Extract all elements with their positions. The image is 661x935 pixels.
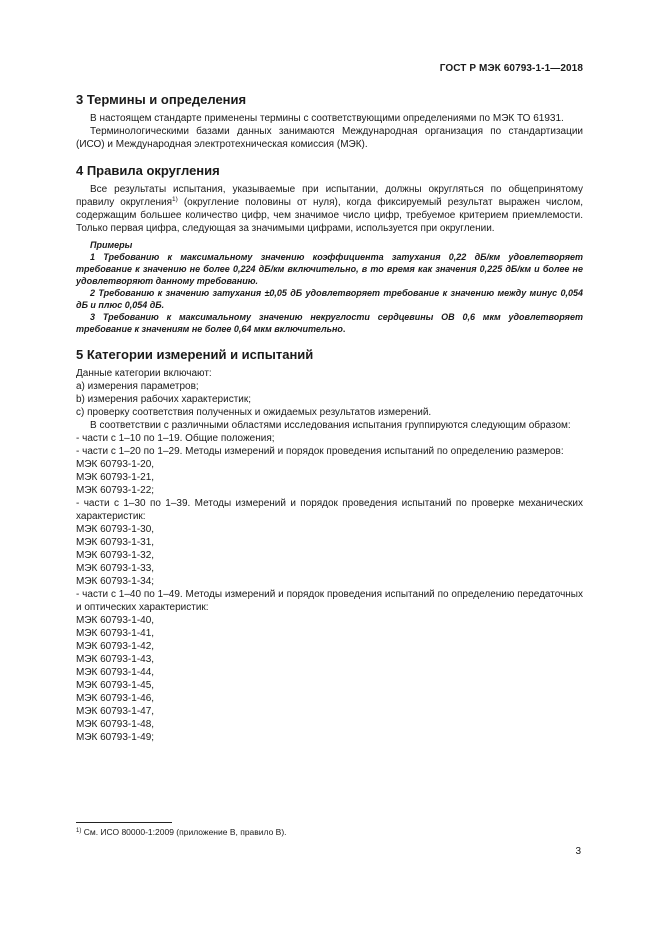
example-end: . (342, 324, 346, 334)
example-item (76, 311, 583, 335)
grouping-paragraph: В соответствии с различными областями исследования испытания группируются следующим образом: (90, 420, 571, 431)
standard-ref: МЭК 60793-1-44, (76, 667, 155, 678)
footnote-text: См. ИСО 80000-1:2009 (приложение В, правило В). (83, 827, 287, 837)
standard-ref: МЭК 60793-1-49; (76, 732, 155, 743)
category-item: b) измерения рабочих характеристик; (76, 394, 252, 405)
standard-ref: МЭК 60793-1-41, (76, 628, 155, 639)
standard-ref: МЭК 60793-1-40, (76, 615, 155, 626)
section-5-intro: Данные категории включают: (76, 368, 212, 379)
standard-ref: МЭК 60793-1-43, (76, 654, 155, 665)
part-range: - части с 1–40 по 1–49. Методы измерений и порядок проведения испытаний по определению передаточных и оптических характеристик: (76, 589, 583, 613)
section-4-paragraph (76, 183, 583, 235)
page-number: 3 (575, 846, 581, 857)
part-range: - части с 1–30 по 1–39. Методы измерений и порядок проведения испытаний по проверке механических характеристик: (76, 498, 583, 522)
section-3-paragraph: В настоящем стандарте применены термины с соответствующими определениями по МЭК ТО 61931. (90, 113, 564, 124)
examples-title: Примеры (90, 240, 133, 250)
section-5-title: 5 Категории измерений и испытаний (76, 347, 314, 362)
footnote-divider (76, 822, 172, 823)
section-4-title: 4 Правила округления (76, 163, 220, 178)
standard-ref: МЭК 60793-1-33, (76, 563, 155, 574)
standard-ref: МЭК 60793-1-42, (76, 641, 155, 652)
standard-ref: МЭК 60793-1-22; (76, 485, 155, 496)
footnote (76, 827, 287, 838)
standard-ref: МЭК 60793-1-48, (76, 719, 155, 730)
footnote-ref: 1) (172, 196, 178, 203)
page-content (76, 92, 583, 744)
standard-ref: МЭК 60793-1-31, (76, 537, 155, 548)
section-3-paragraph: Терминологическими базами данных занимаются Международная организация по стандартизации (ИСО) и Международная электротехническая комиссия (МЭК). (76, 126, 583, 150)
category-item: а) измерения параметров; (76, 381, 199, 392)
part-range: - части с 1–10 по 1–19. Общие положения; (76, 433, 275, 444)
text-segment: Все результаты испытания, указываемые при испытании, должны округляться по общепринятому правилу округления (76, 184, 583, 208)
standard-ref: МЭК 60793-1-30, (76, 524, 155, 535)
standard-ref: МЭК 60793-1-21, (76, 472, 155, 483)
standard-ref: МЭК 60793-1-46, (76, 693, 155, 704)
standard-ref: МЭК 60793-1-34; (76, 576, 155, 587)
example-item: 2 Требованию к значению затухания ±0,05 дБ удовлетворяет требование к значению между минус 0,054 дБ и плюс 0,054 дБ. (76, 288, 583, 310)
section-3-title: 3 Термины и определения (76, 92, 247, 107)
example-text: 3 Требованию к максимальному значению некруглости сердцевины ОВ 0,6 мкм удовлетворяет требование к значениям не более 0,64 мкм включительно (76, 312, 583, 334)
text-segment: (округление половины от нуля), когда фиксируемый результат выражен числом, содержащим большее количество цифр, чем значимое число цифр, требуемое критерием приемлемости. Только первая цифра, следующая за значимыми цифрами, используется при округлении. (76, 197, 583, 234)
footnote-mark: 1) (76, 828, 82, 834)
standard-header: ГОСТ Р МЭК 60793-1-1—2018 (439, 63, 583, 74)
part-range: - части с 1–20 по 1–29. Методы измерений и порядок проведения испытаний по определению размеров: (76, 446, 564, 457)
category-item: с) проверку соответствия полученных и ожидаемых результатов измерений. (76, 407, 432, 418)
standard-ref: МЭК 60793-1-45, (76, 680, 155, 691)
standard-ref: МЭК 60793-1-20, (76, 459, 155, 470)
standard-ref: МЭК 60793-1-32, (76, 550, 155, 561)
standard-ref: МЭК 60793-1-47, (76, 706, 155, 717)
example-item: 1 Требованию к максимальному значению коэффициента затухания 0,22 дБ/км удовлетворяет требование к значению не более 0,224 дБ/км включительно, в то время как значения 0,225 дБ/км и более не удовлетворяют данному требованию. (76, 252, 583, 286)
